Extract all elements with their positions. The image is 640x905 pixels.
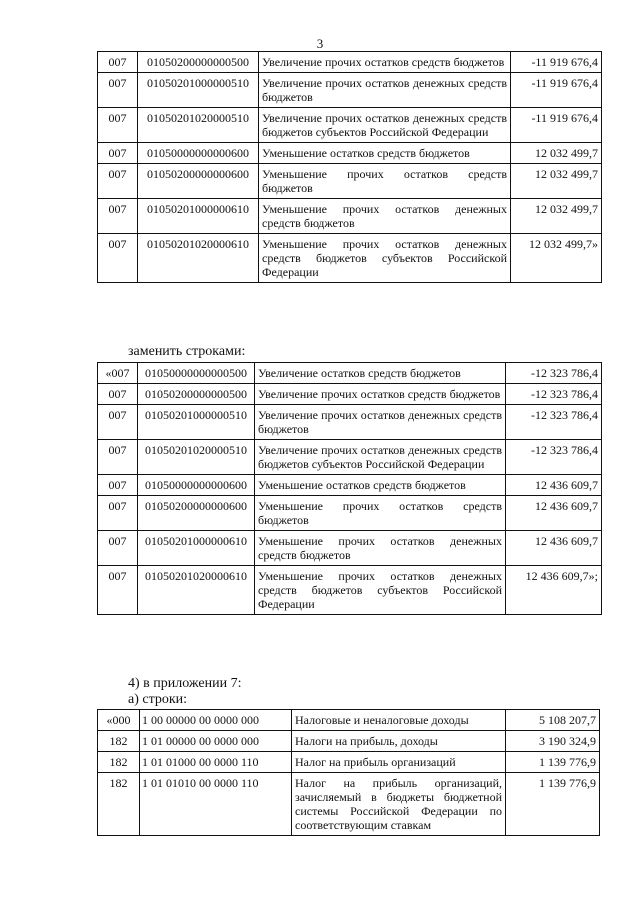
admin-code: 182 [98,773,140,836]
budget-classification-code: 01050000000000600 [138,475,255,496]
budget-classification-code: 01050000000000500 [138,363,255,384]
table-row [98,164,602,199]
amount: 3 190 324,9 [506,731,600,752]
admin-code: «007 [98,363,138,384]
amount: 12 436 609,7 [506,496,602,531]
item-name: Налоги на прибыль, доходы [292,731,506,752]
amount: -12 323 786,4 [506,405,602,440]
table-row [98,531,602,566]
table-row [98,384,602,405]
admin-code: 007 [98,199,138,234]
amount: 12 032 499,7 [511,143,602,164]
admin-code: 007 [98,566,138,615]
admin-code: 007 [98,496,138,531]
item-name: Увеличение прочих остатков средств бюджетов [255,384,506,405]
admin-code: 007 [98,52,138,73]
amount: 12 032 499,7 [511,164,602,199]
budget-classification-code: 01050200000000600 [138,496,255,531]
amount: 12 436 609,7 [506,475,602,496]
table-row [98,73,602,108]
amount: 12 436 609,7»; [506,566,602,615]
admin-code: 007 [98,475,138,496]
budget-classification-code: 1 00 00000 00 0000 000 [140,710,292,731]
item-name: Увеличение прочих остатков денежных средств бюджетов субъектов Российской Федерации [255,440,506,475]
replace-caption: заменить строками: [128,344,246,359]
admin-code: 007 [98,440,138,475]
admin-code: 007 [98,73,138,108]
budget-classification-code: 01050201000000510 [138,405,255,440]
table-row [98,731,600,752]
amount: 5 108 207,7 [506,710,600,731]
table-row [98,143,602,164]
item-name: Увеличение прочих остатков денежных средств бюджетов субъектов Российской Федерации [259,108,511,143]
amount: -11 919 676,4 [511,108,602,143]
budget-classification-code: 01050201020000610 [138,566,255,615]
table-budget-balances-new [97,362,602,615]
budget-classification-code: 01050200000000500 [138,52,259,73]
item-name: Увеличение прочих остатков средств бюджетов [259,52,511,73]
budget-classification-code: 01050201020000610 [138,234,259,283]
table-row [98,752,600,773]
item-name: Увеличение остатков средств бюджетов [255,363,506,384]
amount: 12 032 499,7 [511,199,602,234]
table-row [98,234,602,283]
amount: -12 323 786,4 [506,440,602,475]
section-heading: 4) в приложении 7: [128,676,242,691]
subsection-heading: а) строки: [128,692,188,707]
table-row [98,566,602,615]
budget-classification-code: 01050201000000610 [138,531,255,566]
admin-code: 007 [98,405,138,440]
table-row [98,108,602,143]
page-number: 3 [316,36,324,51]
table-row [98,496,602,531]
table-row [98,475,602,496]
budget-classification-code: 01050000000000600 [138,143,259,164]
admin-code: 007 [98,384,138,405]
admin-code: 007 [98,143,138,164]
table-row [98,363,602,384]
amount: 1 139 776,9 [506,773,600,836]
table-row [98,52,602,73]
table-row [98,710,600,731]
item-name: Налог на прибыль организаций [292,752,506,773]
item-name: Налог на прибыль организаций, зачисляемый в бюджеты бюджетной системы Российской Федерации по соответствующим ставкам [292,773,506,836]
item-name: Уменьшение остатков средств бюджетов [255,475,506,496]
amount: -12 323 786,4 [506,363,602,384]
table-row [98,440,602,475]
admin-code: «000 [98,710,140,731]
item-name: Уменьшение остатков средств бюджетов [259,143,511,164]
budget-classification-code: 1 01 01000 00 0000 110 [140,752,292,773]
amount: 12 436 609,7 [506,531,602,566]
budget-classification-code: 01050201000000510 [138,73,259,108]
item-name: Уменьшение прочих остатков денежных средств бюджетов [259,199,511,234]
budget-classification-code: 01050201020000510 [138,440,255,475]
table-row [98,405,602,440]
item-name: Уменьшение прочих остатков средств бюджетов [259,164,511,199]
amount: -12 323 786,4 [506,384,602,405]
amount: -11 919 676,4 [511,52,602,73]
budget-classification-code: 1 01 00000 00 0000 000 [140,731,292,752]
item-name: Уменьшение прочих остатков денежных средств бюджетов субъектов Российской Федерации [259,234,511,283]
item-name: Уменьшение прочих остатков средств бюджетов [255,496,506,531]
budget-classification-code: 01050201020000510 [138,108,259,143]
budget-classification-code: 1 01 01010 00 0000 110 [140,773,292,836]
table-row [98,773,600,836]
table-revenues [97,709,600,836]
amount: 12 032 499,7» [511,234,602,283]
item-name: Уменьшение прочих остатков денежных средств бюджетов субъектов Российской Федерации [255,566,506,615]
item-name: Уменьшение прочих остатков денежных средств бюджетов [255,531,506,566]
admin-code: 182 [98,752,140,773]
admin-code: 007 [98,531,138,566]
amount: -11 919 676,4 [511,73,602,108]
budget-classification-code: 01050200000000600 [138,164,259,199]
budget-classification-code: 01050200000000500 [138,384,255,405]
item-name: Налоговые и неналоговые доходы [292,710,506,731]
admin-code: 007 [98,164,138,199]
admin-code: 182 [98,731,140,752]
table-row [98,199,602,234]
table-budget-balances-old [97,51,602,283]
item-name: Увеличение прочих остатков денежных средств бюджетов [259,73,511,108]
amount: 1 139 776,9 [506,752,600,773]
item-name: Увеличение прочих остатков денежных средств бюджетов [255,405,506,440]
budget-classification-code: 01050201000000610 [138,199,259,234]
admin-code: 007 [98,108,138,143]
admin-code: 007 [98,234,138,283]
